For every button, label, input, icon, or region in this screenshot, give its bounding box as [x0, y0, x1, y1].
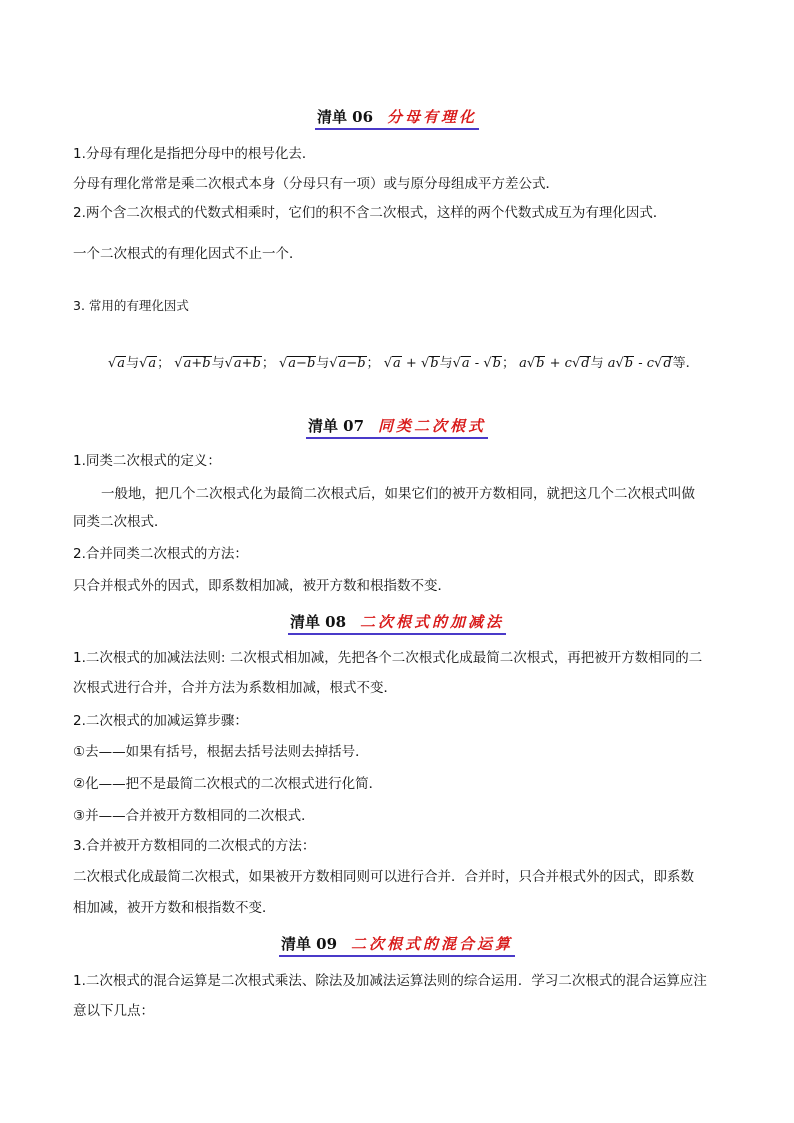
text-line: 相加减，被开方数和根指数不变． [73, 900, 276, 916]
text-line: 1.同类二次根式的定义： [73, 453, 221, 469]
text-line: 3. 常用的有理化因式 [73, 298, 189, 313]
text-line: ①去——如果有括号，根据去括号法则去掉括号． [73, 744, 369, 760]
section-heading-09 [0, 933, 794, 957]
rationalizing-factors-formula: √a与√a； √a+b与√a+b； √a−b与√a−b； √a + √b与√a - √b； a√b + c√d与 a√b - c√d等. [108, 356, 690, 371]
section-heading-06 [0, 106, 794, 130]
text-line: 一般地，把几个二次根式化为最简二次根式后，如果它们的被开方数相同，就把这几个二次根式叫做 [101, 486, 695, 502]
text-line: 2.二次根式的加减运算步骤： [73, 713, 248, 729]
text-line: 2.两个含二次根式的代数式相乘时，它们的积不含二次根式，这样的两个代数式成互为有理化因式． [73, 205, 667, 221]
text-line: 只合并根式外的因式，即系数相加减，被开方数和根指数不变． [73, 578, 451, 594]
text-line: 次根式进行合并，合并方法为系数相加减，根式不变． [73, 680, 397, 696]
text-line: 同类二次根式． [73, 514, 168, 530]
heading-number: 清单 06 [316, 108, 374, 126]
text-line: 3.合并被开方数相同的二次根式的方法： [73, 838, 316, 854]
heading-number: 清单 07 [307, 417, 365, 435]
heading-title: 二次根式的混合运算 [351, 935, 514, 953]
text-line: 分母有理化常常是乘二次根式本身（分母只有一项）或与原分母组成平方差公式． [73, 176, 559, 192]
text-line: ③并——合并被开方数相同的二次根式． [73, 808, 315, 824]
heading-number: 清单 08 [289, 613, 347, 631]
text-line: 意以下几点： [73, 1003, 154, 1019]
text-line: 1.二次根式的混合运算是二次根式乘法、除法及加减法运算法则的综合运用．学习二次根式的混合运算应注 [73, 973, 707, 989]
section-heading-08 [0, 611, 794, 635]
heading-title: 同类二次根式 [378, 417, 487, 435]
heading-title: 二次根式的加减法 [360, 613, 505, 631]
heading-title: 分母有理化 [387, 108, 478, 126]
text-line: 1.分母有理化是指把分母中的根号化去． [73, 146, 316, 162]
text-line: 二次根式化成最简二次根式，如果被开方数相同则可以进行合并．合并时，只合并根式外的因式，即系数 [73, 869, 694, 885]
text-line: ②化——把不是最简二次根式的二次根式进行化简． [73, 776, 383, 792]
text-line: 一个二次根式的有理化因式不止一个． [73, 246, 303, 262]
section-heading-07 [0, 415, 794, 439]
text-line: 2.合并同类二次根式的方法： [73, 546, 248, 562]
heading-number: 清单 09 [280, 935, 338, 953]
text-line: 1.二次根式的加减法法则: 二次根式相加减，先把各个二次根式化成最简二次根式，再把被开方数相同的二 [73, 650, 703, 666]
